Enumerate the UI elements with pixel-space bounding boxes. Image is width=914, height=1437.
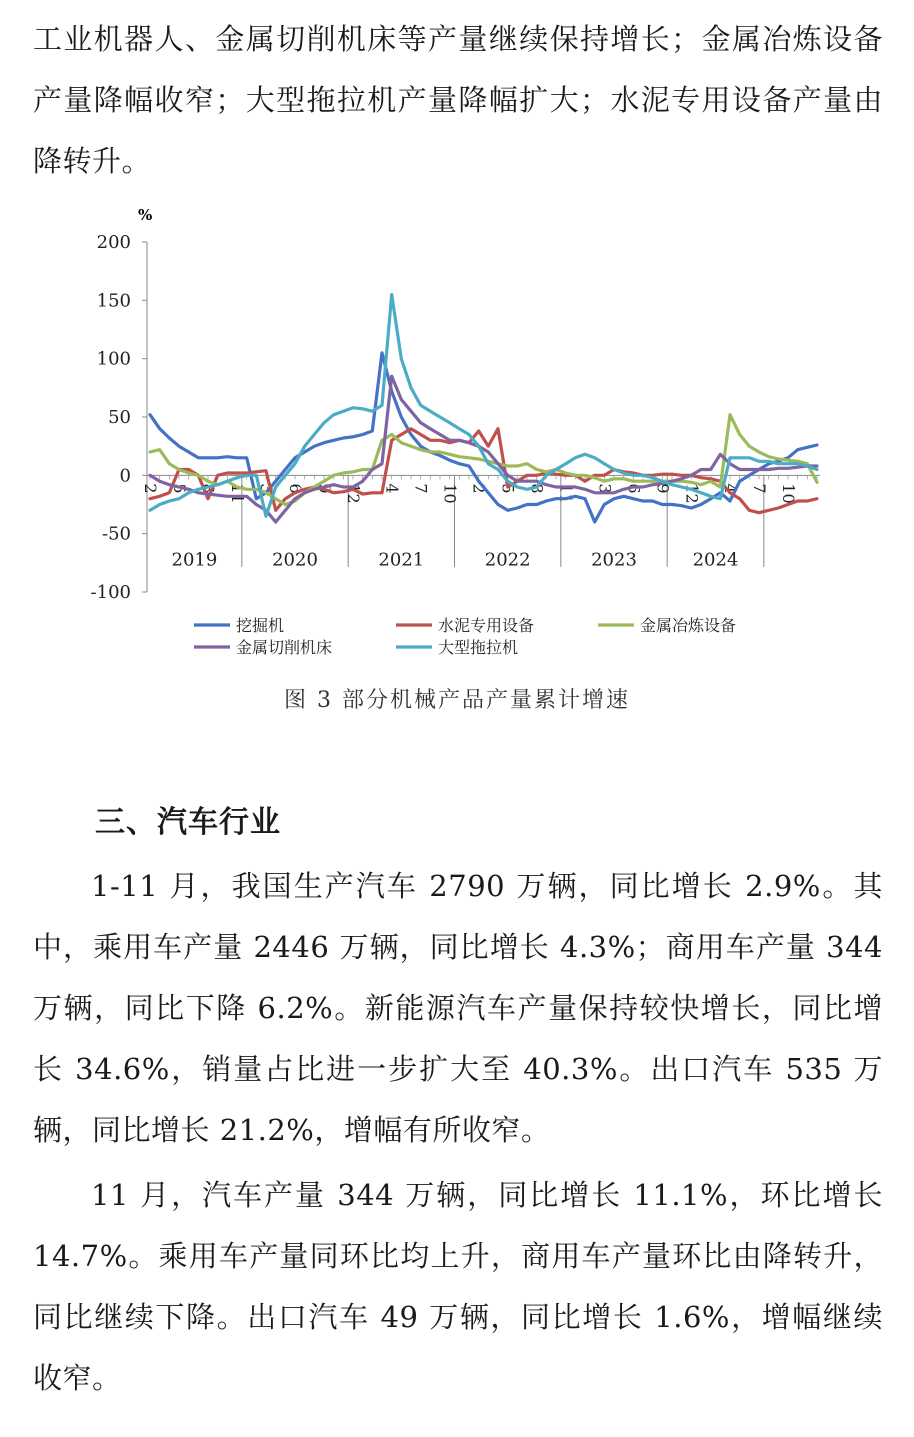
y-tick-label: 0: [119, 465, 131, 487]
legend-label: 水泥专用设备: [438, 616, 535, 635]
year-label: 2021: [378, 549, 425, 571]
y-tick-label: 50: [108, 407, 131, 428]
y-axis-unit: %: [138, 206, 153, 224]
x-tick-label: 10: [779, 483, 798, 504]
x-tick-label: 4: [721, 483, 740, 494]
x-tick-label: 10: [440, 483, 460, 504]
legend-label: 金属冶炼设备: [640, 616, 737, 635]
chart-legend: [194, 616, 736, 657]
november-auto-paragraph: 11 月，汽车产量 344 万辆，同比增长 11.1%，环比增长 14.7%。乘用车产量同环比均上升，商用车产量环比由降转升，同比继续下降。出口汽车 49 万辆，同比增长 1.6%，增幅继续收窄。: [33, 1178, 883, 1395]
x-tick-label: 12: [344, 483, 363, 504]
legend-label: 金属切削机床: [236, 638, 333, 657]
x-tick-label: 7: [750, 483, 769, 494]
x-tick-label: 8: [199, 483, 218, 494]
chart-axes: [91, 232, 820, 603]
intro-paragraph: 工业机器人、金属切削机床等产量继续保持增长；金属冶炼设备产量降幅收窄；大型拖拉机产量降幅扩大；水泥专用设备产量由降转升。: [33, 22, 883, 178]
year-label: 2022: [484, 549, 531, 571]
year-label: 2019: [171, 549, 218, 571]
series-line: [150, 376, 817, 522]
x-tick-label: 6: [286, 483, 305, 494]
year-label: 2024: [692, 549, 739, 571]
y-tick-label: -100: [90, 582, 131, 603]
chart-lines: [150, 295, 817, 523]
year-label: 2023: [591, 549, 637, 571]
year-label: 2020: [272, 549, 318, 571]
x-tick-label: 9: [315, 483, 334, 494]
x-tick-label: 11: [228, 483, 247, 504]
y-tick-label: 200: [96, 232, 131, 253]
x-tick-label: 8: [527, 483, 547, 494]
legend-label: 挖掘机: [236, 616, 285, 635]
y-tick-label: 100: [96, 348, 131, 370]
x-tick-label: 2: [141, 483, 160, 494]
x-tick-label: 3: [257, 483, 276, 494]
y-tick-label: 150: [96, 290, 131, 312]
legend-label: 大型拖拉机: [438, 638, 519, 657]
x-tick-label: 7: [411, 483, 431, 494]
x-tick-label: 6: [624, 483, 644, 494]
x-tick-label: 11: [556, 483, 576, 504]
x-tick-label: 5: [170, 483, 189, 494]
figure-caption: 图 3 部分机械产品产量累计增速: [284, 688, 630, 713]
x-tick-label: 12: [682, 483, 702, 504]
x-tick-label: 4: [382, 483, 402, 494]
x-tick-label: 3: [595, 483, 615, 494]
auto-industry-paragraph: 1-11 月，我国生产汽车 2790 万辆，同比增长 2.9%。其中，乘用车产量 2446 万辆，同比增长 4.3%；商用车产量 344 万辆，同比下降 6.2%。新能源汽车产量保持较快增长，同比增长 34.6%，销量占比进一步扩大至 40.3%。出口汽车 535 万辆，同比增长 21.2%，增幅有所收窄。: [33, 869, 883, 1147]
x-tick-label: 5: [498, 483, 518, 494]
x-tick-label: 2: [469, 483, 489, 494]
y-tick-label: -50: [102, 523, 131, 545]
machinery-growth-chart: [0, 192, 914, 672]
x-tick-label: 9: [653, 483, 673, 494]
section-heading: 三、汽车行业: [95, 805, 281, 840]
